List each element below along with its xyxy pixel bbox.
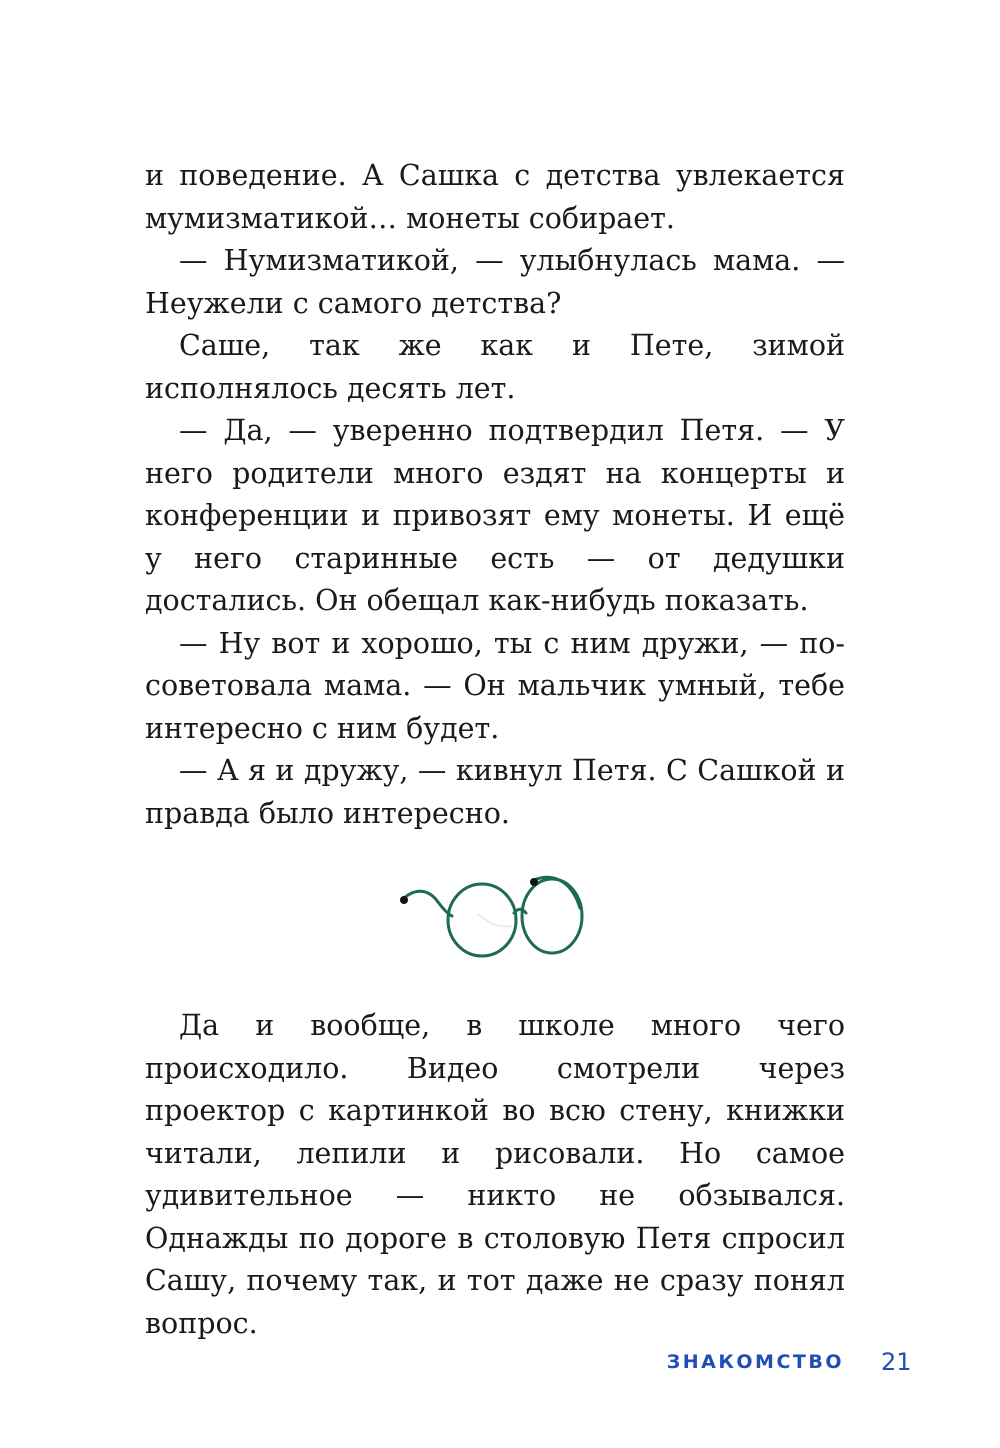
paragraph-dialogue: — Нумизматикой, — улыбнулась мама. — Неужели с самого детства?: [145, 244, 845, 320]
bottom-text-block: [145, 1005, 845, 1345]
paragraph-dialogue: — А я и дружу, — кивнул Петя. С Сашкой и правда было интересно.: [145, 754, 845, 830]
paragraph: Саше, так же как и Пете, зимой исполнялось десять лет.: [145, 329, 845, 405]
paragraph-dialogue: — Да, — уверенно подтвердил Петя. — У него родители много ездят на концерты и конференции и привозят ему монеты. И ещё у него старинные есть — от дедушки достались. Он обещал как-нибудь показать.: [145, 414, 845, 617]
paragraph-dialogue: — Ну вот и хорошо, ты с ним дружи, — посоветовала мама. — Он мальчик умный, тебе интересно с ним будет.: [145, 626, 845, 745]
running-chapter-title: ЗНАКОМСТВО: [666, 1351, 844, 1373]
page-footer: [0, 1348, 1000, 1378]
page-number: 21: [881, 1348, 912, 1376]
top-text-block: [145, 155, 845, 835]
paragraph-continuation: и поведение. А Сашка с детства увлекается мумизматикой… монеты собирает.: [145, 159, 845, 235]
paragraph: Да и вообще, в школе много чего происходило. Видео смотрели через проектор с картинкой во всю стену, книжки читали, лепили и рисовали. Но самое удивительное — никто не обзывался. Однажды по дороге в столовую Петя спросил Сашу, почему так, и тот даже не сразу понял вопрос.: [145, 1009, 845, 1340]
glasses-icon: [394, 868, 594, 968]
